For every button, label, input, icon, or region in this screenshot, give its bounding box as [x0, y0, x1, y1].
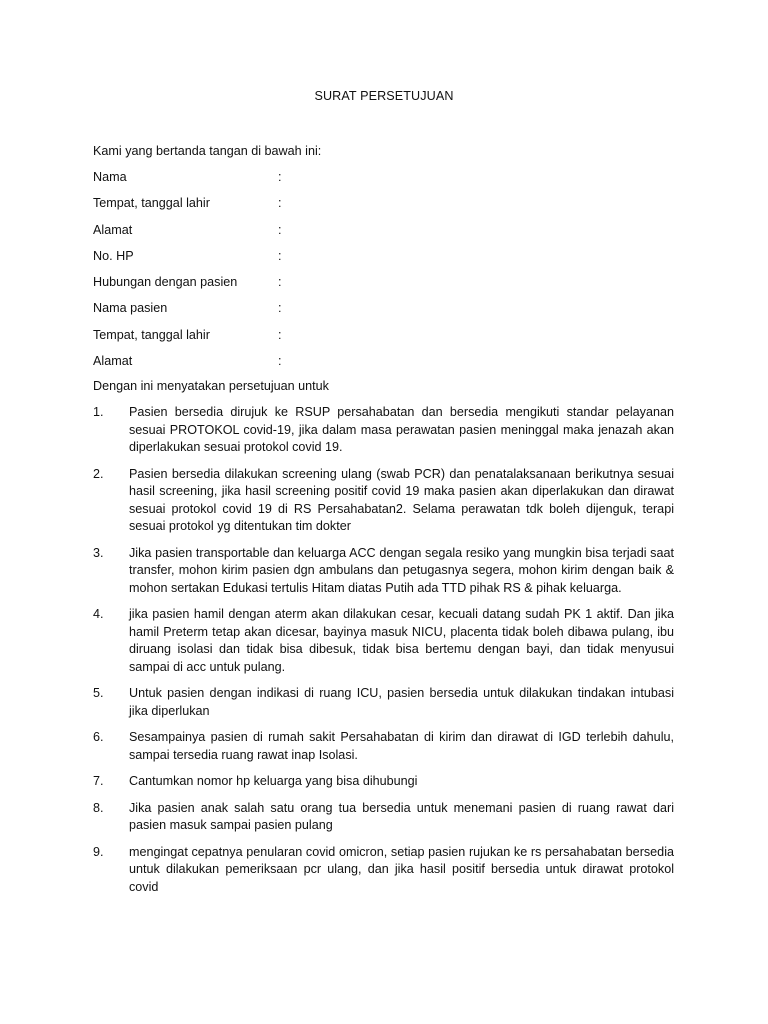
item-number: 5. [93, 686, 104, 700]
item-number: 3. [93, 545, 104, 560]
item-text: mengingat cepatnya penularan covid omicron, setiap pasien rujukan ke rs persahabatan bersedia untuk dilakukan pemeriksaan pcr ulang, dan jika hasil positif bersedia untuk dirawat protokol covid [129, 844, 674, 894]
field-row-tempat-tanggal-lahir [93, 195, 393, 221]
item-text: jika pasien hamil dengan aterm akan dilakukan cesar, kecuali datang sudah PK 1 aktif. Dan jika hamil Preterm tetap akan dicesar, bayinya masuk NICU, placenta tidak boleh dibawa pulang, ibu diruang isolasi dan tidak bisa dibesuk, tidak bisa bertemu dengan bayi, dan tidak menyusui sampai di acc untuk pulang. [129, 607, 674, 674]
field-label: Nama pasien [93, 301, 168, 316]
item-number: 1. [93, 405, 104, 419]
item-text: Sesampainya pasien di rumah sakit Persahabatan di kirim dan dirawat di IGD terlebih dahulu, sampai tersedia ruang rawat inap Isolasi. [129, 730, 674, 762]
identity-fields [93, 169, 393, 379]
statement-text: Dengan ini menyatakan persetujuan untuk [93, 379, 329, 393]
list-item [93, 404, 674, 457]
item-text: Pasien bersedia dilakukan screening ulang (swab PCR) dan penatalaksanaan berikutnya sesuai hasil screening, jika hasil screening positif covid 19 maka pasien akan diperlakukan dan dirawat sesuai protokol covid 19 di RS Persahabatan2. Selama perawatan tdk boleh dijenguk, terapi sesuai protokol yg ditentukan tim dokter [129, 466, 674, 533]
list-item [93, 685, 674, 720]
field-label: No. HP [93, 248, 134, 263]
field-label: Alamat [93, 222, 133, 237]
list-item [93, 545, 674, 598]
field-label: Tempat, tanggal lahir [93, 196, 210, 211]
intro-text: Kami yang bertanda tangan di bawah ini: [93, 144, 322, 158]
field-colon: : [278, 354, 282, 369]
item-number: 6. [93, 730, 104, 744]
item-number: 4. [93, 607, 104, 621]
item-number: 9. [93, 844, 104, 859]
list-item [93, 844, 674, 897]
list-item [93, 606, 674, 676]
list-item [93, 466, 674, 536]
item-text: Jika pasien anak salah satu orang tua bersedia untuk menemani pasien di ruang rawat dari pasien masuk sampai pasien pulang [129, 800, 674, 832]
field-row-tempat-tanggal-lahir-pasien [93, 327, 393, 353]
field-colon: : [278, 301, 282, 316]
field-row-nama-pasien [93, 300, 393, 326]
field-label: Alamat [93, 354, 133, 369]
item-number: 8. [93, 800, 104, 815]
agreement-list [93, 404, 674, 905]
item-text: Jika pasien transportable dan keluarga ACC dengan segala resiko yang mungkin bisa terjadi saat transfer, mohon kirim pasien dgn ambulans dan petugasnya segera, mohon kirim dengan baik & mohon sertakan Edukasi tertulis Hitam diatas Putih ada TTD pihak RS & pihak keluarga. [129, 545, 674, 595]
field-row-nama [93, 169, 393, 195]
item-text: Cantumkan nomor hp keluarga yang bisa dihubungi [129, 774, 418, 788]
field-colon: : [278, 222, 282, 237]
field-colon: : [278, 170, 282, 184]
list-item [93, 773, 674, 791]
page-title: SURAT PERSETUJUAN [314, 89, 454, 103]
field-row-hubungan [93, 274, 393, 300]
field-colon: : [278, 327, 282, 342]
item-text: Pasien bersedia dirujuk ke RSUP persahabatan dan bersedia mengikuti standar pelayanan sesuai PROTOKOL covid-19, jika dalam masa perawatan pasien meninggal maka jenazah akan diperlakukan sesuai protokol covid 19. [129, 405, 674, 454]
field-row-alamat-pasien [93, 353, 393, 379]
field-label: Nama [93, 170, 127, 184]
field-colon: : [278, 196, 282, 211]
field-row-no-hp [93, 248, 393, 274]
field-row-alamat [93, 222, 393, 248]
field-label: Tempat, tanggal lahir [93, 327, 210, 342]
list-item [93, 729, 674, 764]
item-number: 2. [93, 466, 104, 481]
field-colon: : [278, 248, 282, 263]
field-colon: : [278, 275, 282, 290]
field-label: Hubungan dengan pasien [93, 275, 238, 290]
item-text: Untuk pasien dengan indikasi di ruang ICU, pasien bersedia untuk dilakukan tindakan intubasi jika diperlukan [129, 686, 674, 718]
item-number: 7. [93, 774, 104, 788]
list-item [93, 800, 674, 835]
